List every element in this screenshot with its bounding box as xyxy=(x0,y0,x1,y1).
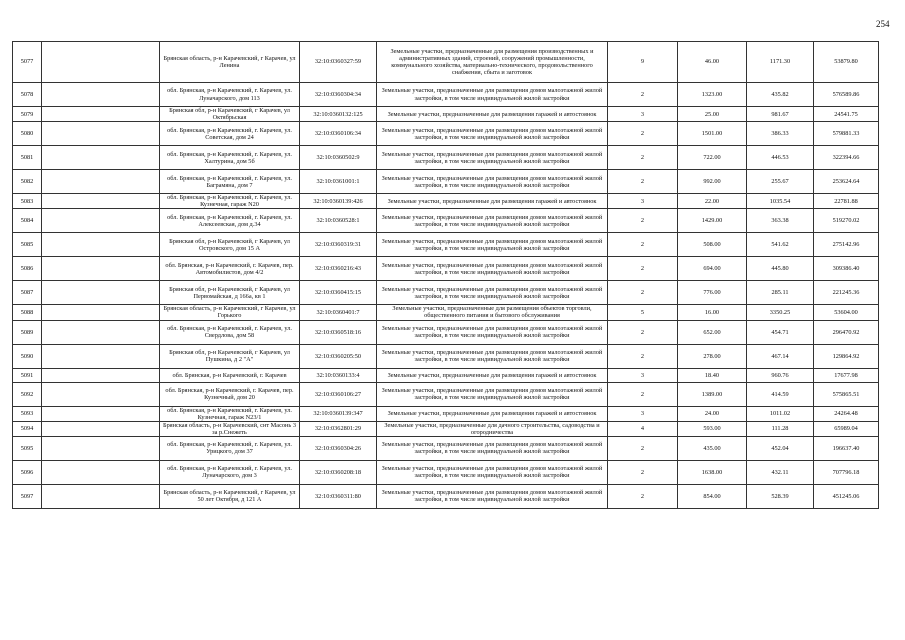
cell-address: обл. Брянская, р-н Карачевский, г. Карачев, ул. Советская, дом 24 xyxy=(160,122,300,146)
cell-spacer xyxy=(42,107,160,122)
cell-land-purpose: Земельные участки, предназначенные для размещения домов малоэтажной жилой застройки, в том числе индивидуальной жилой застройки xyxy=(377,281,608,305)
cell-land-purpose: Земельные участки, предназначенные для размещения гаражей и автостоянок xyxy=(377,107,608,122)
cell-spacer xyxy=(42,42,160,83)
cell-area: 694.00 xyxy=(678,257,747,281)
cell-specific-value: 454.71 xyxy=(747,320,814,344)
table-row xyxy=(13,406,879,421)
land-registry-table xyxy=(12,41,879,509)
cell-cadastral-number: 32:10:0361001:1 xyxy=(300,170,377,194)
cell-id: 5083 xyxy=(13,194,42,209)
cell-land-purpose: Земельные участки, предназначенные для размещения домов малоэтажной жилой застройки, в том числе индивидуальной жилой застройки xyxy=(377,146,608,170)
cell-group: 2 xyxy=(608,170,678,194)
cell-address: обл. Брянская, р-н Карачевский, г. Карачев, ул. Луначарского, дом 3 xyxy=(160,460,300,484)
cell-cadastral-value: 275142.96 xyxy=(814,233,879,257)
cell-specific-value: 1011.02 xyxy=(747,406,814,421)
cell-spacer xyxy=(42,436,160,460)
cell-cadastral-number: 32:10:0360106:34 xyxy=(300,122,377,146)
cell-area: 593.00 xyxy=(678,421,747,436)
cell-specific-value: 452.04 xyxy=(747,436,814,460)
cell-area: 24.00 xyxy=(678,406,747,421)
cell-cadastral-value: 253624.64 xyxy=(814,170,879,194)
cell-cadastral-value: 24541.75 xyxy=(814,107,879,122)
cell-area: 46.00 xyxy=(678,42,747,83)
table-body xyxy=(13,42,879,509)
cell-address: обл. Брянская, р-н Карачевский, г. Карачев, пер. Автомобилистов, дом 4/2 xyxy=(160,257,300,281)
cell-id: 5078 xyxy=(13,83,42,107)
cell-address: Брянская обл, р-н Карачевский, г Карачев, ул Первомайская, д 166а, кв 1 xyxy=(160,281,300,305)
cell-spacer xyxy=(42,460,160,484)
table-row xyxy=(13,257,879,281)
cell-address: обл. Брянская, р-н Карачевский, г. Карачев xyxy=(160,368,300,382)
cell-land-purpose: Земельные участки, предназначенные для размещения домов малоэтажной жилой застройки, в том числе индивидуальной жилой застройки xyxy=(377,382,608,406)
cell-id: 5087 xyxy=(13,281,42,305)
cell-cadastral-number: 32:10:0360208:18 xyxy=(300,460,377,484)
table-row xyxy=(13,382,879,406)
table-row xyxy=(13,122,879,146)
cell-spacer xyxy=(42,344,160,368)
cell-address: Брянская обл, р-н Карачевский, г Карачев, ул Островского, дом 15 А xyxy=(160,233,300,257)
cell-cadastral-value: 296470.92 xyxy=(814,320,879,344)
cell-cadastral-value: 24264.48 xyxy=(814,406,879,421)
cell-area: 1429.00 xyxy=(678,209,747,233)
cell-land-purpose: Земельные участки, предназначенные для размещения домов малоэтажной жилой застройки, в том числе индивидуальной жилой застройки xyxy=(377,170,608,194)
table-row xyxy=(13,107,879,122)
cell-group: 2 xyxy=(608,382,678,406)
cell-area: 776.00 xyxy=(678,281,747,305)
cell-cadastral-number: 32:10:0360205:50 xyxy=(300,344,377,368)
cell-specific-value: 445.80 xyxy=(747,257,814,281)
cell-id: 5085 xyxy=(13,233,42,257)
cell-id: 5090 xyxy=(13,344,42,368)
cell-group: 9 xyxy=(608,42,678,83)
cell-cadastral-number: 32:10:0360311:80 xyxy=(300,484,377,508)
cell-land-purpose: Земельные участки, предназначенные для размещения домов малоэтажной жилой застройки, в том числе индивидуальной жилой застройки xyxy=(377,320,608,344)
cell-address: Брянская область, р-н Карачевский, снт Масонь 3 за р.Снежеть xyxy=(160,421,300,436)
table-row xyxy=(13,436,879,460)
cell-cadastral-value: 65989.04 xyxy=(814,421,879,436)
table-row xyxy=(13,281,879,305)
cell-area: 508.00 xyxy=(678,233,747,257)
table-row xyxy=(13,460,879,484)
cell-cadastral-number: 32:10:0362801:29 xyxy=(300,421,377,436)
cell-id: 5091 xyxy=(13,368,42,382)
cell-id: 5081 xyxy=(13,146,42,170)
cell-area: 18.40 xyxy=(678,368,747,382)
cell-area: 22.00 xyxy=(678,194,747,209)
cell-area: 1323.00 xyxy=(678,83,747,107)
cell-cadastral-number: 32:10:0360139:426 xyxy=(300,194,377,209)
cell-cadastral-value: 22781.88 xyxy=(814,194,879,209)
cell-area: 722.00 xyxy=(678,146,747,170)
cell-id: 5092 xyxy=(13,382,42,406)
cell-specific-value: 435.82 xyxy=(747,83,814,107)
cell-cadastral-value: 53604.00 xyxy=(814,305,879,320)
cell-address: обл. Брянская, р-н Карачевский, г. Карачев, ул. Алексеевская, дом д.34 xyxy=(160,209,300,233)
cell-spacer xyxy=(42,209,160,233)
cell-group: 2 xyxy=(608,209,678,233)
cell-spacer xyxy=(42,83,160,107)
cell-spacer xyxy=(42,305,160,320)
cell-spacer xyxy=(42,368,160,382)
cell-id: 5089 xyxy=(13,320,42,344)
cell-cadastral-number: 32:10:0360319:31 xyxy=(300,233,377,257)
cell-land-purpose: Земельные участки, предназначенные для размещения домов малоэтажной жилой застройки, в том числе индивидуальной жилой застройки xyxy=(377,460,608,484)
cell-land-purpose: Земельные участки, предназначенные для размещения домов малоэтажной жилой застройки, в том числе индивидуальной жилой застройки xyxy=(377,436,608,460)
cell-land-purpose: Земельные участки, предназначенные для размещения домов малоэтажной жилой застройки, в том числе индивидуальной жилой застройки xyxy=(377,83,608,107)
table-row xyxy=(13,421,879,436)
table-row xyxy=(13,320,879,344)
cell-group: 3 xyxy=(608,368,678,382)
cell-address: обл. Брянская, р-н Карачевский, г. Карачев, ул. Кузнечная, гараж N20 xyxy=(160,194,300,209)
cell-cadastral-value: 196637.40 xyxy=(814,436,879,460)
table-row xyxy=(13,305,879,320)
cell-spacer xyxy=(42,194,160,209)
cell-id: 5095 xyxy=(13,436,42,460)
cell-land-purpose: Земельные участки, предназначенные для размещения гаражей и автостоянок xyxy=(377,368,608,382)
cell-group: 2 xyxy=(608,83,678,107)
cell-land-purpose: Земельные участки, предназначенные для размещения объектов торговли, общественного питания и бытового обслуживания xyxy=(377,305,608,320)
table-row xyxy=(13,209,879,233)
cell-cadastral-number: 32:10:0360327:59 xyxy=(300,42,377,83)
cell-group: 2 xyxy=(608,436,678,460)
cell-land-purpose: Земельные участки, предназначенные для дачного строительства, садоводства и огородничества xyxy=(377,421,608,436)
table-row xyxy=(13,194,879,209)
cell-address: Брянская область, р-н Карачевский, г Карачев, ул 50 лет Октября, д 121 А xyxy=(160,484,300,508)
cell-specific-value: 467.14 xyxy=(747,344,814,368)
cell-cadastral-number: 32:10:0360401:7 xyxy=(300,305,377,320)
cell-cadastral-number: 32:10:0360106:27 xyxy=(300,382,377,406)
cell-spacer xyxy=(42,122,160,146)
cell-cadastral-number: 32:10:0360139:347 xyxy=(300,406,377,421)
cell-address: обл. Брянская, р-н Карачевский, г. Карачев, ул. Свердлова, дом 58 xyxy=(160,320,300,344)
cell-group: 2 xyxy=(608,320,678,344)
cell-group: 2 xyxy=(608,257,678,281)
cell-land-purpose: Земельные участки, предназначенные для размещения домов малоэтажной жилой застройки, в том числе индивидуальной жилой застройки xyxy=(377,209,608,233)
cell-cadastral-value: 129864.92 xyxy=(814,344,879,368)
cell-address: Брянская обл, р-н Карачевский, г Карачев, ул Октябрьская xyxy=(160,107,300,122)
cell-id: 5088 xyxy=(13,305,42,320)
cell-group: 2 xyxy=(608,122,678,146)
cell-address: Брянская область, р-н Карачевский, г Карачев, ул Ленина xyxy=(160,42,300,83)
table-row xyxy=(13,484,879,508)
cell-cadastral-value: 221245.36 xyxy=(814,281,879,305)
cell-id: 5082 xyxy=(13,170,42,194)
cell-area: 854.00 xyxy=(678,484,747,508)
cell-group: 3 xyxy=(608,406,678,421)
table-row xyxy=(13,233,879,257)
table-row xyxy=(13,83,879,107)
cell-cadastral-number: 32:10:0360518:16 xyxy=(300,320,377,344)
table-row xyxy=(13,42,879,83)
cell-group: 2 xyxy=(608,344,678,368)
cell-address: обл. Брянская, р-н Карачевский, г. Карачев, ул. Урицкого, дом 37 xyxy=(160,436,300,460)
cell-specific-value: 528.39 xyxy=(747,484,814,508)
cell-cadastral-number: 32:10:0360528:1 xyxy=(300,209,377,233)
cell-address: обл. Брянская, р-н Карачевский, г. Карачев, ул. Луначарского, дом 113 xyxy=(160,83,300,107)
cell-group: 2 xyxy=(608,281,678,305)
cell-id: 5094 xyxy=(13,421,42,436)
cell-specific-value: 432.11 xyxy=(747,460,814,484)
page-number: 254 xyxy=(876,19,890,29)
cell-spacer xyxy=(42,421,160,436)
cell-specific-value: 255.67 xyxy=(747,170,814,194)
cell-cadastral-value: 576589.86 xyxy=(814,83,879,107)
cell-cadastral-number: 32:10:0360304:26 xyxy=(300,436,377,460)
cell-address: Брянская область, р-н Карачевский, г Карачев, ул Горького xyxy=(160,305,300,320)
cell-area: 1389.00 xyxy=(678,382,747,406)
table-row xyxy=(13,170,879,194)
cell-group: 2 xyxy=(608,146,678,170)
cell-specific-value: 446.53 xyxy=(747,146,814,170)
cell-group: 3 xyxy=(608,107,678,122)
cell-cadastral-value: 707796.18 xyxy=(814,460,879,484)
cell-address: обл. Брянская, р-н Карачевский, г. Карачев, ул. Кузнечная, гараж N23/1 xyxy=(160,406,300,421)
cell-cadastral-number: 32:10:0360415:15 xyxy=(300,281,377,305)
cell-specific-value: 386.33 xyxy=(747,122,814,146)
cell-cadastral-number: 32:10:0360502:9 xyxy=(300,146,377,170)
cell-specific-value: 111.28 xyxy=(747,421,814,436)
cell-cadastral-value: 575865.51 xyxy=(814,382,879,406)
cell-spacer xyxy=(42,406,160,421)
cell-group: 2 xyxy=(608,233,678,257)
cell-specific-value: 363.38 xyxy=(747,209,814,233)
cell-spacer xyxy=(42,170,160,194)
cell-group: 3 xyxy=(608,194,678,209)
cell-specific-value: 960.76 xyxy=(747,368,814,382)
cell-cadastral-number: 32:10:0360216:43 xyxy=(300,257,377,281)
cell-cadastral-value: 17677.98 xyxy=(814,368,879,382)
cell-specific-value: 3350.25 xyxy=(747,305,814,320)
cell-address: Брянская обл, р-н Карачевский, г Карачев, ул Пушкина, д 2 "А" xyxy=(160,344,300,368)
table-row xyxy=(13,368,879,382)
cell-cadastral-value: 53879.80 xyxy=(814,42,879,83)
cell-cadastral-number: 32:10:0360133:4 xyxy=(300,368,377,382)
cell-spacer xyxy=(42,484,160,508)
table-row xyxy=(13,146,879,170)
cell-land-purpose: Земельные участки, предназначенные для размещения домов малоэтажной жилой застройки, в том числе индивидуальной жилой застройки xyxy=(377,484,608,508)
cell-area: 1638.00 xyxy=(678,460,747,484)
table-row xyxy=(13,344,879,368)
cell-spacer xyxy=(42,146,160,170)
cell-spacer xyxy=(42,281,160,305)
cell-land-purpose: Земельные участки, предназначенные для размещения домов малоэтажной жилой застройки, в том числе индивидуальной жилой застройки xyxy=(377,233,608,257)
cell-area: 992.00 xyxy=(678,170,747,194)
cell-spacer xyxy=(42,382,160,406)
cell-land-purpose: Земельные участки, предназначенные для размещения домов малоэтажной жилой застройки, в том числе индивидуальной жилой застройки xyxy=(377,122,608,146)
cell-land-purpose: Земельные участки, предназначенные для размещения домов малоэтажной жилой застройки, в том числе индивидуальной жилой застройки xyxy=(377,257,608,281)
cell-spacer xyxy=(42,320,160,344)
cell-area: 435.00 xyxy=(678,436,747,460)
cell-area: 1501.00 xyxy=(678,122,747,146)
cell-specific-value: 541.62 xyxy=(747,233,814,257)
cell-cadastral-value: 579881.33 xyxy=(814,122,879,146)
cell-id: 5080 xyxy=(13,122,42,146)
cell-id: 5079 xyxy=(13,107,42,122)
cell-address: обл. Брянская, р-н Карачевский, г. Карачев, ул. Баграмяна, дом 7 xyxy=(160,170,300,194)
cell-group: 4 xyxy=(608,421,678,436)
cell-spacer xyxy=(42,257,160,281)
cell-id: 5097 xyxy=(13,484,42,508)
cell-cadastral-value: 451245.06 xyxy=(814,484,879,508)
cell-specific-value: 1035.54 xyxy=(747,194,814,209)
cell-cadastral-value: 519270.02 xyxy=(814,209,879,233)
cell-area: 278.00 xyxy=(678,344,747,368)
cell-land-purpose: Земельные участки, предназначенные для размещения домов малоэтажной жилой застройки, в том числе индивидуальной жилой застройки xyxy=(377,344,608,368)
cell-address: обл. Брянская, р-н Карачевский, г. Карачев, ул. Халтурина, дом 5б xyxy=(160,146,300,170)
cell-id: 5077 xyxy=(13,42,42,83)
cell-cadastral-value: 309386.40 xyxy=(814,257,879,281)
cell-address: обл. Брянская, р-н Карачевский, г. Карачев, пер. Кузнечный, дом 20 xyxy=(160,382,300,406)
cell-land-purpose: Земельные участки, предназначенные для размещения производственных и административных зданий, строений, сооружений промышленности, коммунального хозяйства, материально-технического, продовольственного снабжения, сбыта и заготовок xyxy=(377,42,608,83)
cell-id: 5084 xyxy=(13,209,42,233)
cell-group: 2 xyxy=(608,460,678,484)
cell-cadastral-number: 32:10:0360304:34 xyxy=(300,83,377,107)
cell-land-purpose: Земельные участки, предназначенные для размещения гаражей и автостоянок xyxy=(377,194,608,209)
cell-cadastral-number: 32:10:0360132:125 xyxy=(300,107,377,122)
cell-id: 5086 xyxy=(13,257,42,281)
cell-spacer xyxy=(42,233,160,257)
cell-id: 5096 xyxy=(13,460,42,484)
cell-land-purpose: Земельные участки, предназначенные для размещения гаражей и автостоянок xyxy=(377,406,608,421)
cell-group: 5 xyxy=(608,305,678,320)
cell-area: 16.00 xyxy=(678,305,747,320)
cell-id: 5093 xyxy=(13,406,42,421)
cell-area: 652.00 xyxy=(678,320,747,344)
cell-group: 2 xyxy=(608,484,678,508)
cell-area: 25.00 xyxy=(678,107,747,122)
cell-specific-value: 285.11 xyxy=(747,281,814,305)
cell-specific-value: 1171.30 xyxy=(747,42,814,83)
cell-specific-value: 414.59 xyxy=(747,382,814,406)
cell-cadastral-value: 322394.66 xyxy=(814,146,879,170)
cell-specific-value: 981.67 xyxy=(747,107,814,122)
